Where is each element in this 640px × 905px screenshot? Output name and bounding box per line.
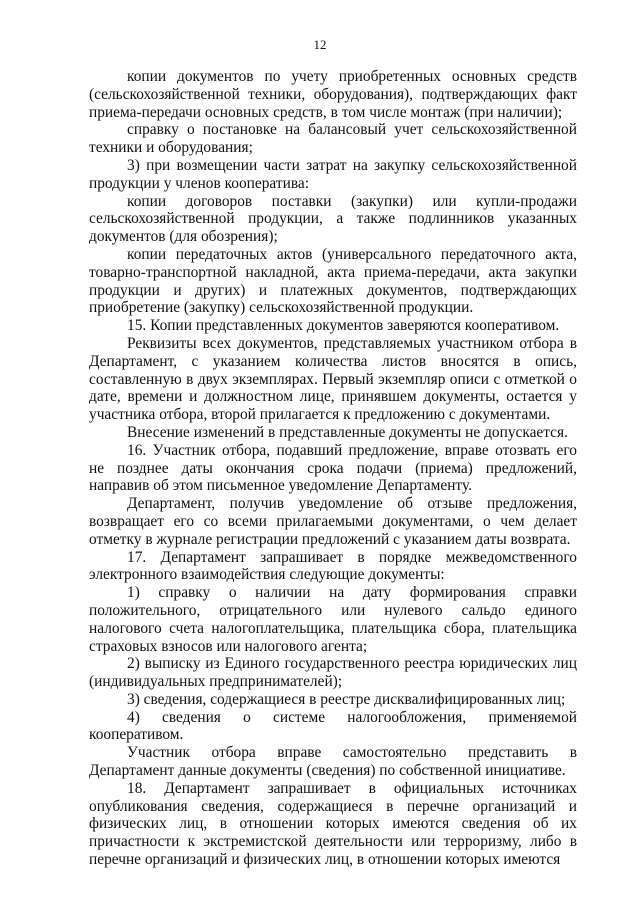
paragraph: 15. Копии представленных документов заверяются кооперативом.: [127, 317, 560, 335]
paragraph: 2) выписку из Единого государственного реестра юридических лиц (индивидуальных предпринимателей);: [89, 655, 577, 691]
paragraph: справку о постановке на балансовый учет сельскохозяйственной техники и оборудования;: [89, 121, 577, 157]
paragraph: 3) при возмещении части затрат на закупку сельскохозяйственной продукции у членов кооператива:: [89, 156, 577, 192]
paragraph: 3) сведения, содержащиеся в реестре дисквалифицированных лиц;: [127, 690, 566, 708]
paragraph: Реквизиты всех документов, представляемых участником отбора в Департамент, с указанием количества листов вносятся в опись, составленную в двух экземплярах. Первый экземпляр описи с отметкой о дате, времени и должностном лице, принявшем документы, остается у участника отбора, второй прилагается к предложению с документами.: [89, 334, 577, 424]
paragraph: копии документов по учету приобретенных основных средств (сельскохозяйственной техники, оборудования), подтверждающих факт приема-передачи основных средств, в том числе монтаж (при наличии);: [89, 68, 577, 121]
paragraph: Департамент, получив уведомление об отзыве предложения, возвращает его со всеми прилагаемыми документами, о чем делает отметку в журнале регистрации предложений с указанием даты возврата.: [89, 495, 577, 548]
paragraph: 18. Департамент запрашивает в официальных источниках опубликования сведения, содержащиеся в перечне организаций и физических лиц, в отношении которых имеются сведения об их причастности к экстремистской деятельности или терроризму, либо в перечне организаций и физических лиц, в отношении которых имеются: [89, 779, 577, 869]
page-number: 12: [313, 37, 327, 52]
paragraph: Участник отбора вправе самостоятельно представить в Департамент данные документы (сведения) по собственной инициативе.: [89, 744, 577, 780]
paragraph: 4) сведения о системе налогообложения, применяемой кооперативом.: [89, 708, 577, 744]
document-body: [89, 68, 577, 869]
paragraph: 17. Департамент запрашивает в порядке межведомственного электронного взаимодействия следующие документы:: [89, 548, 577, 584]
paragraph: 16. Участник отбора, подавший предложение, вправе отозвать его не позднее даты окончания срока подачи (приема) предложений, направив об этом письменное уведомление Департаменту.: [89, 441, 577, 495]
paragraph: копии договоров поставки (закупки) или купли-продажи сельскохозяйственной продукции, а также подлинников указанных документов (для обозрения);: [89, 192, 577, 246]
paragraph: Внесение изменений в представленные документы не допускается.: [127, 423, 568, 441]
paragraph: 1) справку о наличии на дату формирования справки положительного, отрицательного или нулевого сальдо единого налогового счета налогоплательщика, плательщика сбора, плательщика страховых взносов или налогового агента;: [89, 584, 577, 655]
paragraph: копии передаточных актов (универсального передаточного акта, товарно-транспортной накладной, акта приема-передачи, акта закупки продукции и других) и платежных документов, подтверждающих приобретение (закупку) сельскохозяйственной продукции.: [89, 245, 577, 317]
